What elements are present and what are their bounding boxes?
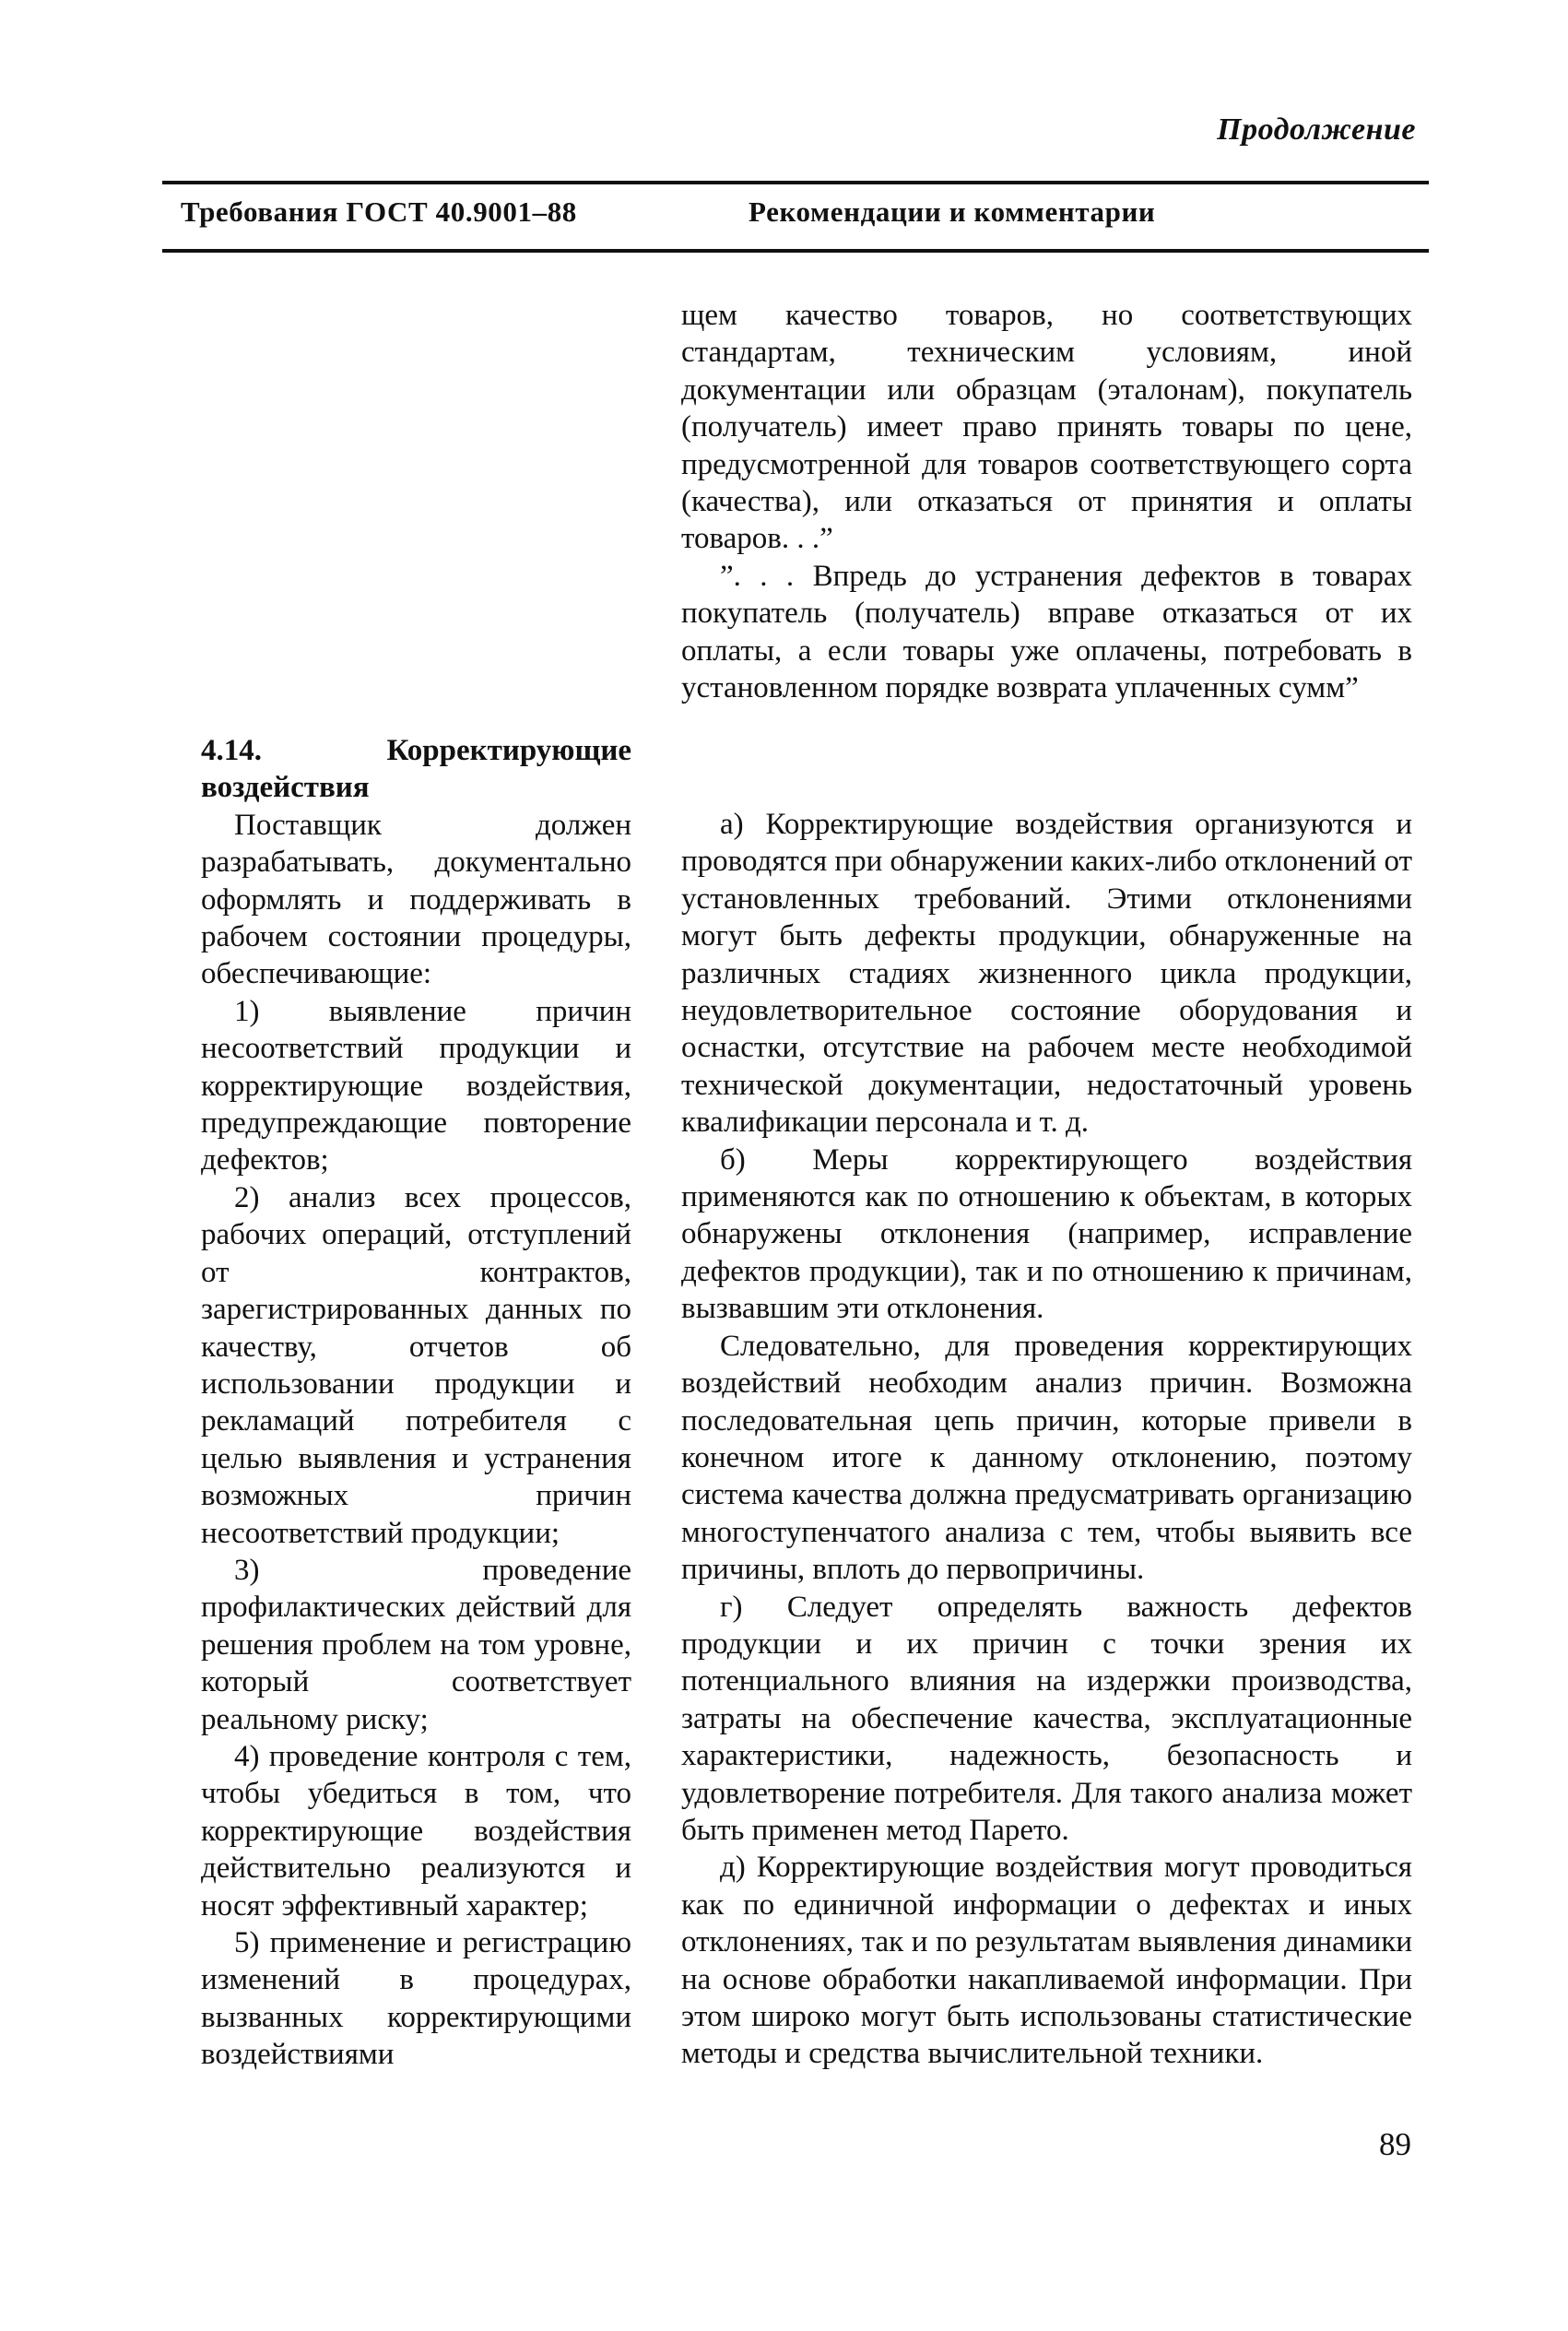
header-top-rule bbox=[162, 181, 1429, 184]
header-bottom-rule bbox=[162, 249, 1429, 253]
requirement-item: 4) проведение контроля с тем, чтобы убедиться в том, что корректирующие воздействия действительно реализуются и носят эффективный характер; bbox=[201, 1739, 631, 1923]
recommendation-paragraph: а) Корректирующие воздействия организуются и проводятся при обнаружении каких-либо отклонений от установленных требований. Этими отклонениями могут быть дефекты продукции, обнаруженные на различных стадиях жизненного цикла продукции, неудовлетворительное состояние оборудования и оснастки, отсутствие на рабочем месте необходимой технической документации, недостаточный уровень квалификации персонала и т. д. bbox=[681, 808, 1413, 1140]
right-top-text bbox=[681, 297, 1412, 706]
quote-paragraph: ”. . . Впредь до устранения дефектов в товарах покупатель (получатель) вправе отказаться от их оплаты, а если товары уже оплачены, потребовать в установленном порядке возврата уплаченных сумм” bbox=[681, 559, 1412, 705]
section-intro: Поставщик должен разрабатывать, документально оформлять и поддерживать в рабочем состоянии процедуры, обеспечивающие: bbox=[201, 808, 631, 991]
recommendation-paragraph: д) Корректирующие воздействия могут проводиться как по единичной информации о дефектах и иных отклонениях, так и по результатам выявления динамики на основе обработки накапливаемой информации. При этом широко могут быть использованы статистические методы и средства вычислительной техники. bbox=[681, 1851, 1412, 2071]
page-number: 89 bbox=[1379, 2126, 1411, 2162]
recommendation-paragraph: б) Меры корректирующего воздействия применяются как по отношению к объектам, в которых обнаружены отклонения (например, исправление дефектов продукции), так и по отношению к причинам, вызвавшим эти отклонения. bbox=[681, 1142, 1412, 1326]
requirement-item: 1) выявление причин несоответствий продукции и корректирующие воздействия, предупреждающие повторение дефектов; bbox=[201, 994, 631, 1177]
section-title: 4.14. Корректирующие воздействия bbox=[201, 734, 631, 805]
left-column-title: Требования ГОСТ 40.9001–88 bbox=[181, 195, 577, 228]
left-section bbox=[201, 732, 631, 2074]
quote-paragraph: щем качество товаров, но соответствующих стандартам, техническим условиям, иной документации или образцам (эталонам), покупатель (получатель) имеет право принять товары по цене, предусмотренной для товаров соответствующего сорта (качества), или отказаться от принятия и оплаты товаров. . .” bbox=[681, 299, 1412, 556]
requirement-item: 5) применение и регистрацию изменений в процедурах, вызванных корректирующими воздействиями bbox=[201, 1926, 631, 2072]
right-section bbox=[681, 806, 1412, 2073]
recommendation-paragraph: Следовательно, для проведения корректирующих воздействий необходим анализ причин. Возможна последовательная цепь причин, которые привели в конечном итоге к данному отклонению, поэтому система качества должна предусматривать организацию многоступенчатого анализа с тем, чтобы выявить все причины, вплоть до первопричины. bbox=[681, 1329, 1412, 1587]
right-column-title: Рекомендации и комментарии bbox=[749, 195, 1156, 228]
requirement-item: 3) проведение профилактических действий для решения проблем на том уровне, который соответствует реальному риску; bbox=[201, 1553, 631, 1736]
requirement-item: 2) анализ всех процессов, рабочих операций, отступлений от контрактов, зарегистрированных данных по качеству, отчетов об использовании продукции и рекламаций потребителя с целью выявления и устранения возможных причин несоответствий продукции; bbox=[201, 1180, 631, 1550]
continuation-label: Продолжение bbox=[1217, 112, 1416, 147]
recommendation-paragraph: г) Следует определять важность дефектов продукции и их причин с точки зрения их потенциального влияния на издержки производства, затраты на обеспечение качества, эксплуатационные характеристики, надежность, безопасность и удовлетворение потребителя. Для такого анализа может быть применен метод Парето. bbox=[681, 1590, 1412, 1847]
